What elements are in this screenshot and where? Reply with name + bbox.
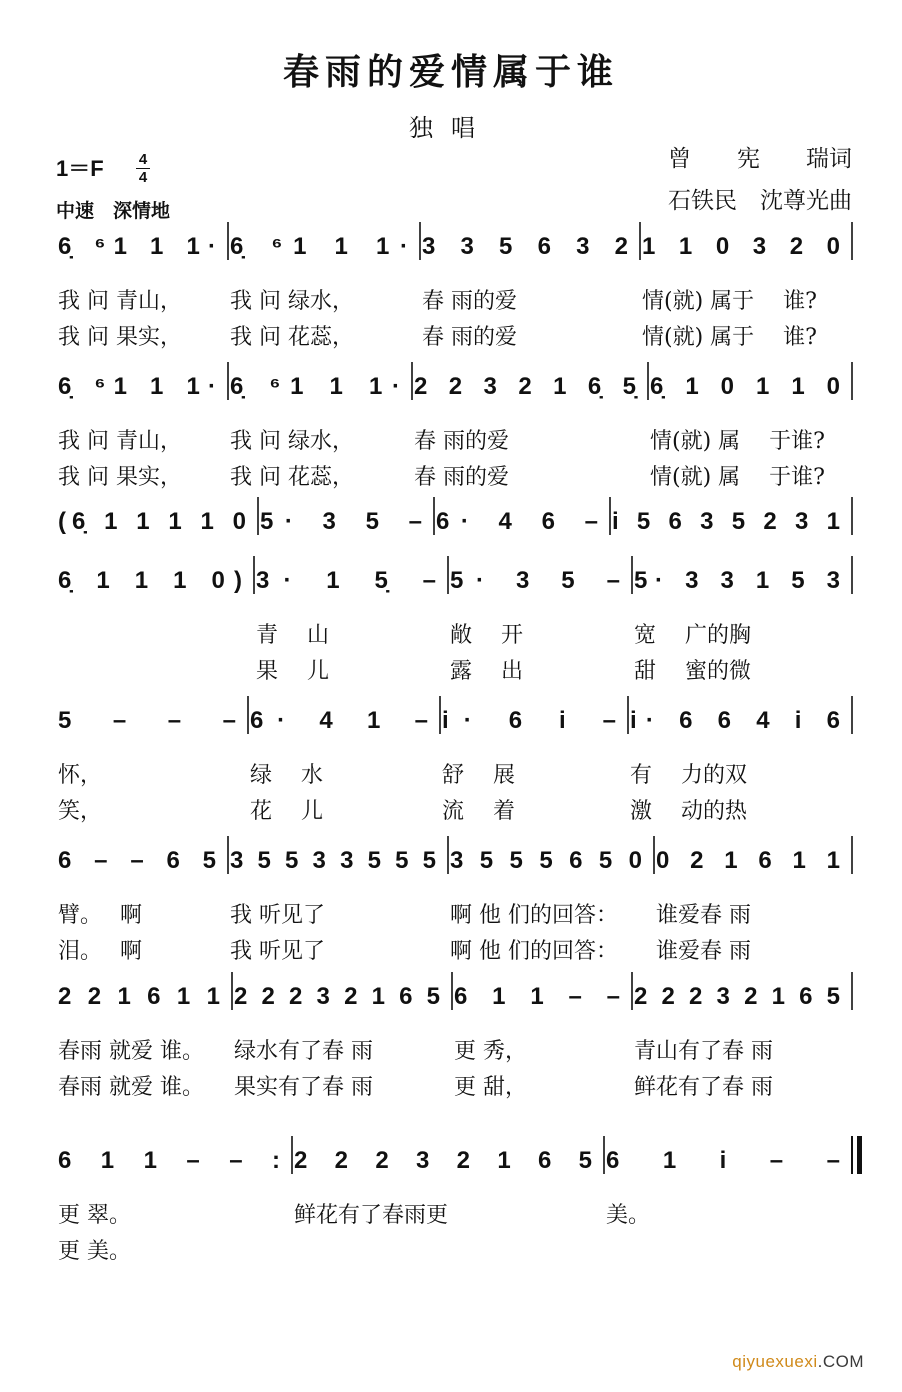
lyric-segment: 笑，: [58, 799, 103, 824]
measure-notes: 3 3 5 6 3 2: [422, 233, 628, 260]
measure-notes: i 5 6 3 5 2 3 1: [612, 508, 840, 535]
lyric-segment: 我 问 花蕊，: [230, 465, 354, 490]
lyric-segment: 青山有了春 雨: [634, 1039, 773, 1064]
lyricist-credit: 曾 宪 瑞词: [668, 146, 852, 172]
measure-notes: 6· 4 1 –: [250, 707, 428, 734]
measure-notes: 6 1 1 – – :: [58, 1147, 280, 1174]
measure-notes: 6̣ ⁶1 1 1·: [58, 373, 216, 400]
measure-notes: 5· 3 5 –: [450, 567, 620, 594]
lyric-segment: 春 雨的爱: [414, 465, 509, 490]
lyric-segment: 美。: [606, 1203, 651, 1228]
lyric-segment: 臂。 啊: [58, 903, 142, 928]
measure-notes: 6 1 1 – –: [454, 983, 620, 1010]
measure-notes: 3 5 5 5 6 5 0: [450, 847, 642, 874]
lyric-segment: 我 问 花蕊，: [230, 325, 354, 350]
lyric-segment: 露 出: [450, 659, 523, 684]
lyric-segment: 舒 展: [442, 763, 515, 788]
measure-notes: 2 2 2 3 2 1 6 5: [634, 983, 840, 1010]
lyric-segment: 更 翠。: [58, 1203, 131, 1228]
lyric-segment: 流 着: [442, 799, 515, 824]
lyric-segment: 我 问 果实，: [58, 325, 182, 350]
watermark-domain: qiyuexuexi: [732, 1352, 818, 1371]
measure-notes: 6· 4 6 –: [436, 508, 598, 535]
measure-notes: 5 – – –: [58, 707, 236, 734]
measure-notes: 6̣ ⁶1 1 1·: [230, 373, 400, 400]
lyric-segment: 我 听见了: [230, 903, 325, 928]
measure-notes: 6̣ 1 0 1 1 0: [650, 373, 840, 400]
song-subtitle: 独唱: [409, 114, 493, 142]
lyric-segment: 春 雨的爱: [422, 289, 517, 314]
lyric-segment: 春雨 就爱 谁。: [58, 1039, 204, 1064]
lyric-segment: 果实有了春 雨: [234, 1075, 373, 1100]
song-title: 春雨的爱情属于谁: [282, 51, 619, 93]
tempo-marking: 中速 深情地: [56, 201, 171, 222]
lyric-segment: 情(就) 属 于谁?: [650, 465, 825, 490]
measure-notes: 2 2 3 2 1 6̣ 5̣: [414, 373, 636, 400]
measure-notes: 6̣ ⁶1 1 1·: [230, 233, 408, 260]
key-signature: 1＝F: [56, 156, 104, 181]
lyric-segment: 我 问 青山，: [58, 289, 182, 314]
lyric-segment: 更 美。: [58, 1239, 131, 1264]
composer-credit: 石铁民 沈尊光曲: [668, 188, 852, 214]
measure-notes: 5· 3 5 –: [260, 508, 422, 535]
lyric-segment: 我 问 果实，: [58, 465, 182, 490]
lyric-segment: 绿水有了春 雨: [234, 1039, 373, 1064]
final-bar-thick: [857, 1136, 862, 1174]
lyric-segment: 更 秀，: [454, 1039, 527, 1064]
time-signature-top: 4: [138, 151, 148, 168]
measure-notes: (6̣ 1 1 1 1 0: [58, 508, 246, 535]
lyric-segment: 鲜花有了春雨更: [294, 1203, 449, 1228]
measure-notes: 2 2 1 6 1 1: [58, 983, 220, 1010]
lyric-segment: 情(就) 属于 谁?: [642, 325, 817, 350]
lyric-segment: 激 动的热: [630, 799, 747, 824]
measure-notes: i· 6 i –: [442, 707, 616, 734]
lyric-segment: 怀，: [58, 763, 103, 788]
lyric-segment: 啊 他 们的回答：: [450, 903, 618, 928]
lyric-segment: 有 力的双: [630, 763, 747, 788]
lyric-segment: 啊 他 们的回答：: [450, 939, 618, 964]
measure-notes: 6̣ 1 1 1 0): [58, 567, 242, 594]
measure-notes: i· 6 6 4 i 6: [630, 707, 840, 734]
measure-notes: 6̣ ⁶1 1 1·: [58, 233, 216, 260]
lyric-segment: 情(就) 属于 谁?: [642, 289, 817, 314]
lyric-segment: 情(就) 属 于谁?: [650, 429, 825, 454]
watermark: [732, 1352, 864, 1372]
lyric-segment: 宽 广的胸: [634, 623, 751, 648]
lyric-segment: 青 山: [256, 623, 329, 648]
lyric-segment: 春 雨的爱: [422, 325, 517, 350]
lyric-segment: 果 儿: [256, 659, 329, 684]
lyric-segment: 绿 水: [250, 763, 323, 788]
measure-notes: 3 5 5 3 3 5 5 5: [230, 847, 436, 874]
lyric-segment: 敞 开: [450, 623, 523, 648]
lyric-segment: 甜 蜜的微: [634, 659, 751, 684]
lyric-segment: 春雨 就爱 谁。: [58, 1075, 204, 1100]
lyric-segment: 谁爱春 雨: [656, 903, 751, 928]
measure-notes: 1 1 0 3 2 0: [642, 233, 840, 260]
lyric-segment: 花 儿: [250, 799, 323, 824]
measure-notes: 2 2 2 3 2 1 6 5: [294, 1147, 592, 1174]
measure-notes: 6 – – 6 5: [58, 847, 216, 874]
lyric-segment: 更 甜，: [454, 1075, 527, 1100]
lyric-segment: 鲜花有了春 雨: [634, 1075, 773, 1100]
lyric-segment: 春 雨的爱: [414, 429, 509, 454]
measure-notes: 0 2 1 6 1 1: [656, 847, 840, 874]
lyric-segment: 我 问 绿水，: [230, 289, 354, 314]
measure-notes: 2 2 2 3 2 1 6 5: [234, 983, 440, 1010]
time-signature-bottom: 4: [138, 169, 148, 186]
measure-notes: 6 1 i – –: [606, 1147, 840, 1174]
lyric-segment: 我 问 绿水，: [230, 429, 354, 454]
lyric-segment: 泪。 啊: [58, 939, 142, 964]
lyric-segment: 谁爱春 雨: [656, 939, 751, 964]
lyric-segment: 我 问 青山，: [58, 429, 182, 454]
measure-notes: 3· 1 5̣ –: [256, 567, 436, 594]
lyric-segment: 我 听见了: [230, 939, 325, 964]
watermark-suffix: .COM: [817, 1352, 864, 1371]
measure-notes: 5· 3 3 1 5 3: [634, 567, 840, 594]
